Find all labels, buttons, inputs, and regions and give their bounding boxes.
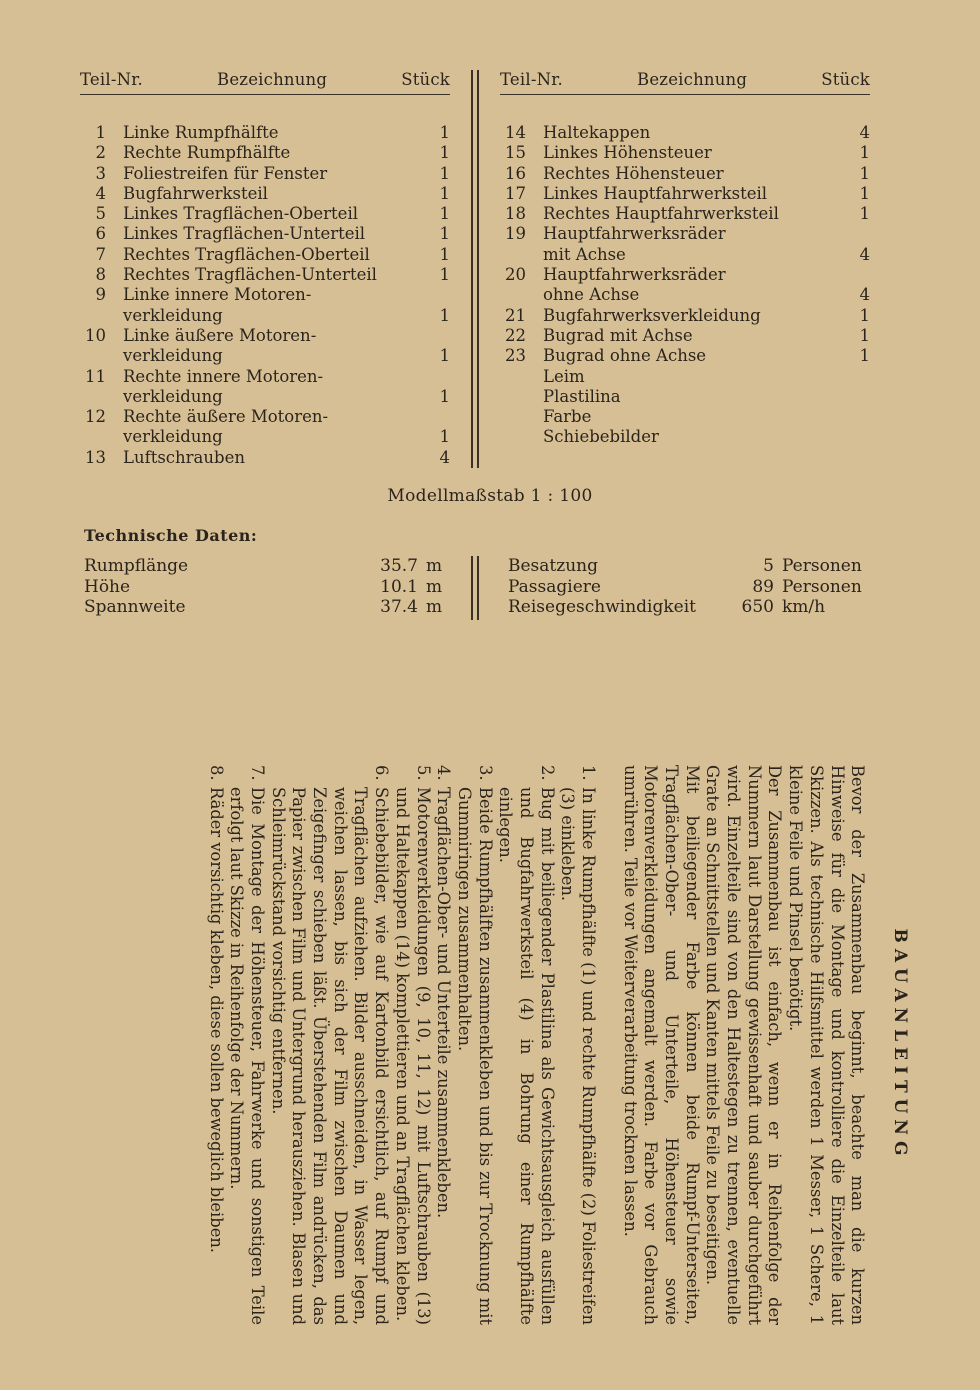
part-quantity: 1 — [439, 224, 450, 244]
header-part-number: Teil-Nr. — [80, 70, 143, 89]
part-row — [500, 224, 870, 265]
instruction-step — [391, 765, 432, 1325]
part-row — [500, 265, 870, 306]
part-designation: Rechte Rumpfhälfte — [123, 143, 291, 163]
part-row — [80, 326, 450, 367]
part-row — [500, 306, 870, 326]
part-designation: Rechte innere Motoren- verkleidung — [123, 366, 324, 406]
part-row — [500, 367, 870, 387]
part-quantity: 1 — [439, 386, 450, 406]
instruction-step — [433, 765, 454, 1325]
step-number: 3. — [475, 765, 495, 781]
technical-data-row — [84, 556, 448, 577]
part-number: 4 — [95, 183, 106, 203]
parts-table-header — [500, 70, 870, 95]
technical-data-left — [84, 556, 448, 618]
header-quantity: Stück — [821, 70, 870, 89]
part-quantity: 1 — [859, 325, 870, 345]
tech-label: Reisegeschwindigkeit — [508, 597, 696, 617]
part-quantity: 1 — [439, 305, 450, 325]
instruction-step — [226, 765, 267, 1325]
part-row — [500, 164, 870, 184]
instruction-step — [557, 765, 598, 1325]
part-designation: Bugfahrwerksteil — [123, 183, 268, 203]
technical-data-row — [508, 556, 870, 577]
part-row — [80, 285, 450, 326]
part-number: 17 — [505, 183, 526, 203]
intro-paragraph: Mit beiliegender Farbe können beide Rumpf-Unterseiten, Tragflächen-Ober- und Unterteile, Höhensteuer sowie Motorenverkleidungen angemalt werden. Farbe vor Gebrauch umrühren. Teile vor Weiterverarbeitung trocknen lassen. — [620, 765, 702, 1325]
tech-label: Besatzung — [508, 556, 598, 576]
part-designation: Foliestreifen für Fenster — [123, 163, 328, 183]
technical-data-row — [508, 577, 870, 598]
part-row — [80, 224, 450, 244]
part-number: 1 — [95, 123, 106, 142]
part-designation: Rechtes Hauptfahrwerksteil — [543, 204, 779, 224]
part-quantity: 4 — [439, 447, 450, 467]
part-number: 10 — [85, 325, 106, 345]
part-row — [500, 427, 870, 447]
part-designation: Bugrad mit Achse — [543, 325, 693, 345]
part-row — [500, 326, 870, 346]
part-designation: Plastilina — [543, 386, 621, 406]
part-row — [500, 143, 870, 163]
part-number: 20 — [505, 265, 526, 285]
step-number: 7. — [247, 765, 267, 781]
part-number: 5 — [95, 204, 106, 224]
step-text: Tragflächen-Ober- und Unterteile zusammenkleben. — [434, 787, 454, 1219]
part-quantity: 1 — [439, 183, 450, 203]
part-quantity: 1 — [859, 305, 870, 325]
part-row — [80, 184, 450, 204]
part-row — [80, 204, 450, 224]
part-row — [500, 387, 870, 407]
part-number: 7 — [95, 244, 106, 264]
part-number: 21 — [505, 305, 526, 325]
part-number: 8 — [95, 265, 106, 285]
part-designation: Leim — [543, 366, 585, 386]
technical-data-row — [508, 597, 870, 618]
step-text: Die Montage der Höhensteuer, Fahrwerke und sonstigen Teile erfolgt laut Skizze in Reihenfolge der Nummern. — [227, 787, 267, 1325]
step-number: 4. — [434, 765, 454, 781]
tech-unit: m — [426, 597, 443, 617]
step-text: Schiebebilder, wie auf Kartonbild ersichtlich, auf Rumpf und Tragflächen aufziehen. Bilder ausschneiden, in Wasser legen, weichen lassen, bis sich der Film zwischen Daumen und Zeigefinger schieben läßt. Überstehenden Film andrücken, das Papier zwischen Film und Untergrund herausziehen. Blasen und Schleimrückstand vorsichtig entfernen. — [268, 787, 392, 1325]
part-quantity: 1 — [859, 163, 870, 183]
parts-table-header — [80, 70, 450, 95]
tech-label: Passagiere — [508, 576, 601, 597]
part-quantity: 1 — [439, 123, 450, 142]
part-quantity: 1 — [859, 183, 870, 203]
step-number: 2. — [537, 765, 557, 781]
part-quantity: 1 — [439, 346, 450, 366]
step-text: In linke Rumpfhälfte (1) und rechte Rumpfhälfte (2) Foliestreifen (3) einkleben. — [558, 787, 599, 1325]
tech-unit: m — [426, 556, 443, 576]
part-number: 13 — [85, 447, 106, 467]
tech-unit: m — [426, 576, 443, 597]
part-designation: Linkes Höhensteuer — [543, 143, 712, 163]
tech-unit: Personen — [782, 576, 862, 597]
parts-table-left — [80, 70, 450, 468]
column-divider — [471, 556, 473, 620]
header-quantity: Stück — [401, 70, 450, 89]
technical-data-row — [84, 577, 448, 598]
part-designation: Linkes Tragflächen-Oberteil — [123, 204, 358, 224]
part-row — [80, 448, 450, 468]
tech-value: 10.1 — [380, 576, 418, 597]
part-number: 2 — [95, 143, 106, 163]
part-number: 22 — [505, 325, 526, 345]
part-number: 23 — [505, 346, 526, 366]
part-number: 15 — [505, 143, 526, 163]
part-designation: Schiebebilder — [543, 427, 659, 447]
tech-value: 37.4 — [380, 597, 418, 617]
intro-paragraph: Bevor der Zusammenbau beginnt, beachte man die kurzen Hinweise für die Montage und kontrolliere die Einzelteile laut Skizzen. Als technische Hilfsmittel werden 1 Messer, 1 Schere, 1 kleine Feile und Pinsel benötigt. — [786, 765, 868, 1325]
part-number: 19 — [505, 224, 526, 244]
tech-unit: km/h — [782, 597, 826, 617]
tech-label: Rumpflänge — [84, 556, 189, 576]
header-designation: Bezeichnung — [637, 70, 748, 89]
assembly-instructions-area — [60, 765, 910, 1325]
parts-rows-left — [80, 123, 450, 468]
part-designation: Linke äußere Motoren- verkleidung — [123, 325, 317, 366]
part-designation: Linke innere Motoren- verkleidung — [123, 285, 312, 325]
step-number: 5. — [413, 765, 433, 781]
part-designation: Rechtes Tragflächen-Oberteil — [123, 244, 370, 264]
part-designation: Haltekappen — [543, 123, 651, 142]
part-designation: Hauptfahrwerksräder ohne Achse — [543, 265, 726, 305]
part-number: 14 — [505, 123, 526, 142]
parts-rows-right — [500, 123, 870, 448]
part-quantity: 4 — [859, 123, 870, 142]
part-quantity: 4 — [859, 244, 870, 264]
part-quantity: 1 — [439, 427, 450, 447]
part-number: 3 — [95, 163, 106, 183]
part-number: 11 — [85, 366, 106, 386]
assembly-instructions — [60, 765, 910, 1325]
tech-label: Spannweite — [84, 597, 186, 617]
technical-data-title: Technische Daten: — [84, 526, 258, 545]
part-quantity: 1 — [439, 244, 450, 264]
instructions-intro — [619, 765, 867, 1325]
part-designation: Rechtes Höhensteuer — [543, 163, 724, 183]
parts-table-right — [500, 70, 870, 448]
part-row — [80, 143, 450, 163]
part-designation: Rechte äußere Motoren- verkleidung — [123, 407, 329, 447]
part-number: 12 — [85, 407, 106, 427]
part-number: 18 — [505, 204, 526, 224]
instruction-step — [453, 765, 494, 1325]
model-scale: Modellmaßstab 1 : 100 — [387, 486, 593, 506]
part-designation: Linkes Tragflächen-Unterteil — [123, 224, 366, 244]
part-row — [500, 204, 870, 224]
tech-value: 35.7 — [380, 556, 418, 576]
part-quantity: 1 — [859, 143, 870, 163]
technical-data-right — [508, 556, 870, 618]
part-row — [500, 346, 870, 366]
part-designation: Bugrad ohne Achse — [543, 346, 707, 366]
tech-unit: Personen — [782, 556, 862, 576]
step-text: Motorenverkleidungen (9, 10, 11, 12) mit Luftschrauben (13) und Haltekappen (14) komplettieren und an Tragflächen kleben. — [392, 787, 433, 1325]
part-designation: Linkes Hauptfahrwerksteil — [543, 183, 768, 203]
step-number: 6. — [372, 765, 392, 781]
part-designation: Hauptfahrwerksräder mit Achse — [543, 224, 726, 264]
part-quantity: 1 — [439, 204, 450, 224]
column-divider — [477, 70, 479, 468]
part-row — [500, 184, 870, 204]
instruction-step — [495, 765, 557, 1325]
column-divider — [477, 556, 479, 620]
step-text: Beide Rumpfhälften zusammenkleben und bis zur Trocknung mit Gummiringen zusammenhalten. — [454, 787, 495, 1325]
part-row — [500, 123, 870, 143]
tech-label: Höhe — [84, 576, 131, 597]
part-row — [80, 367, 450, 408]
part-row — [80, 265, 450, 285]
part-designation: Linke Rumpfhälfte — [123, 123, 279, 142]
instruction-step — [205, 765, 226, 1325]
part-row — [80, 245, 450, 265]
part-row — [80, 123, 450, 143]
step-number: 1. — [579, 765, 599, 781]
part-quantity: 1 — [439, 163, 450, 183]
step-text: Räder vorsichtig kleben, diese sollen beweglich bleiben. — [206, 787, 226, 1253]
technical-data-row — [84, 597, 448, 618]
part-quantity: 1 — [859, 346, 870, 366]
instruction-step — [267, 765, 391, 1325]
tech-value: 89 — [752, 576, 774, 597]
part-quantity: 1 — [859, 204, 870, 224]
part-designation: Farbe — [543, 407, 592, 427]
part-designation: Bugfahrwerksverkleidung — [543, 305, 761, 325]
part-designation: Luftschrauben — [123, 447, 245, 467]
column-divider — [471, 70, 473, 468]
part-number: 9 — [95, 285, 106, 305]
part-quantity: 1 — [439, 265, 450, 285]
part-row — [80, 164, 450, 184]
part-row — [500, 407, 870, 427]
step-text: Bug mit beiliegender Plastilina als Gewichtsausgleich ausfüllen und Bugfahrwerksteil (4) in Bohrung einer Rumpfhälfte einlegen. — [496, 787, 557, 1325]
part-quantity: 1 — [439, 143, 450, 163]
instructions-title: BAUANLEITUNG — [890, 928, 910, 1162]
part-designation: Rechtes Tragflächen-Unterteil — [123, 265, 377, 285]
instructions-steps — [205, 765, 598, 1325]
header-designation: Bezeichnung — [217, 70, 328, 89]
step-number: 8. — [206, 765, 226, 781]
intro-paragraph: Der Zusammenbau ist einfach, wenn er in Reihenfolge der Nummern laut Darstellung gewissenhaft und sauber durchgeführt wird. Einzelteile sind von den Haltestegen zu trennen, eventuelle Grate an Schnittstellen und Kanten mittels Feile zu beseitigen. — [703, 765, 785, 1325]
part-number: 16 — [505, 163, 526, 183]
tech-value: 5 — [763, 556, 774, 576]
part-number: 6 — [95, 224, 106, 244]
part-row — [80, 407, 450, 448]
part-quantity: 4 — [859, 285, 870, 305]
header-part-number: Teil-Nr. — [500, 70, 563, 89]
tech-value: 650 — [741, 597, 774, 617]
